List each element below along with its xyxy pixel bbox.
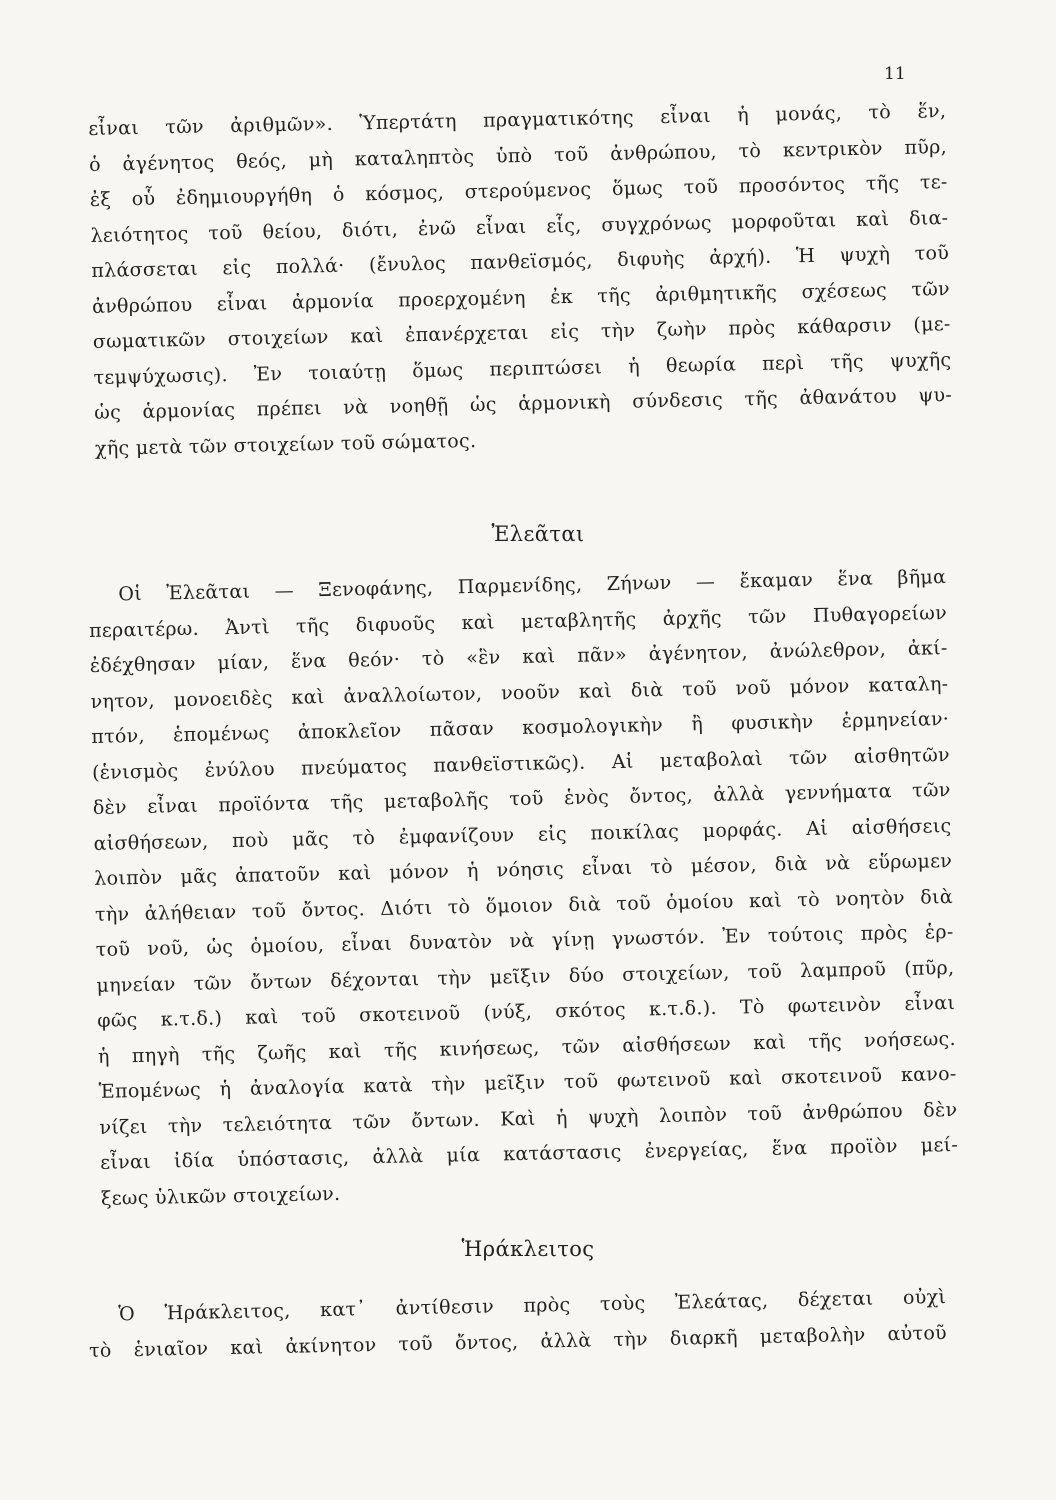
text-line: ξεως ὑλικῶν στοιχείων. (100, 1182, 341, 1210)
text-line: ἐξ οὗ ἐδημιουργήθη ὁ κόσμος, στερούμενος ὅμως τοῦ προσόντος τῆς τε- (89, 171, 948, 211)
paragraph-pythagoreans-continued (88, 94, 953, 467)
text-line: τὴν ἀλήθειαν τοῦ ὄντος. Διότι τὸ ὅμοιον διὰ τοῦ ὁμοίου καὶ τὸ νοητὸν διὰ (94, 885, 954, 926)
text-line: πτόν, ἑπομένως ἀποκλεῖον πᾶσαν κοσμολογικὴν ἢ φυσικὴν ἑρμηνείαν· (91, 707, 950, 748)
text-line: δὲν εἶναι προϊόντα τῆς μεταβολῆς τοῦ ἑνὸς ὄντος, ἀλλὰ γεννήματα τῶν (92, 778, 951, 819)
text-line: τεμψύχωσις). Ἐν τοιαύτῃ ὅμως περιπτώσει ἡ θεωρία περὶ τῆς ψυχῆς (93, 348, 952, 389)
text-line: φῶς κ.τ.δ.) καὶ τοῦ σκοτεινοῦ (νύξ, σκότος κ.τ.δ.). Τὸ φωτεινὸν εἶναι (97, 991, 956, 1032)
text-line: ὁ ἀγένητος θεός, μὴ καταληπτὸς ὑπὸ τοῦ ἀνθρώπου, τὸ κεντρικὸν πῦρ, (88, 135, 948, 176)
text-line: ἀνθρώπου εἶναι ἁρμονία προερχομένη ἐκ τῆς ἀριθμητικῆς σχέσεως τῶν (91, 277, 951, 318)
text-line: νητον, μονοειδὲς καὶ ἀναλλοίωτον, νοοῦν καὶ διὰ τοῦ νοῦ μόνον καταλη- (90, 672, 949, 713)
text-line: σωματικῶν στοιχείων καὶ ἐπανέρχεται εἰς τὴν ζωὴν πρὸς κάθαρσιν (με- (92, 312, 951, 353)
text-line: (ἑνισμὸς ἐνύλου πνεύματος πανθεϊστικῶς). Αἱ μεταβολαὶ τῶν αἰσθητῶν (91, 743, 951, 784)
text-line: μηνείαν τῶν ὄντων δέχονται τὴν μεῖξιν δύο στοιχείων, τοῦ λαμπροῦ (πῦρ, (96, 956, 955, 997)
text-line: αἰσθήσεων, ποὺ μᾶς τὸ ἐμφανίζουν εἰς ποικίλας μορφάς. Αἱ αἰσθήσεις (93, 814, 952, 855)
section-heading-eleatics: Ἐλεᾶται (491, 522, 585, 546)
text-line: ἡ πηγὴ τῆς ζωῆς καὶ τῆς κινήσεως, τῶν αἰσθήσεων καὶ τῆς νοήσεως. (97, 1027, 957, 1068)
text-line: περαιτέρω. Ἀντὶ τῆς διφυοῦς καὶ μεταβλητῆς ἀρχῆς τῶν Πυθαγορείων (88, 601, 948, 642)
text-line: νίζει τὴν τελειότητα τῶν ὄντων. Καὶ ἡ ψυχὴ λοιπὸν τοῦ ἀνθρώπου δὲν (99, 1098, 958, 1139)
text-line: ἐδέχθησαν μίαν, ἕνα θεόν· τὸ «ἓν καὶ πᾶν» ἀγένητον, ἀνώλεθρον, ἀκί- (89, 637, 948, 677)
page-number: 11 (884, 64, 906, 84)
text-line: ὡς ἁρμονίας πρέπει νὰ νοηθῇ ὡς ἁρμονικὴ σύνδεσις τῆς ἀθανάτου ψυ- (94, 383, 953, 424)
text-line: Ἑπομένως ἡ ἀναλογία κατὰ τὴν μεῖξιν τοῦ φωτεινοῦ καὶ σκοτεινοῦ κανο- (98, 1062, 957, 1103)
text-line: λοιπὸν μᾶς ἀπατοῦν καὶ μόνον ἡ νόησις εἶναι τὸ μέσον, διὰ νὰ εὕρωμεν (94, 849, 953, 890)
text-line: εἶναι ἰδία ὑπόστασις, ἀλλὰ μία κατάστασις ἐνεργείας, ἕνα προϊὸν μεί- (100, 1133, 959, 1174)
text-line: Ὁ Ἡράκλειτος, κατ᾿ ἀντίθεσιν πρὸς τοὺς Ἐλεάτας, δέχεται οὐχὶ (118, 1286, 947, 1326)
paragraph-heraclitus (88, 1280, 947, 1369)
section-heading-heraclitus: Ἡράκλειτος (461, 1237, 595, 1261)
text-line: λειότητος τοῦ θείου, διότι, ἐνῶ εἶναι εἷς, συγχρόνως μορφοῦται καὶ δια- (90, 206, 949, 247)
text-line: Οἱ Ἐλεᾶται — Ξενοφάνης, Παρμενίδης, Ζήνων — ἔκαμαν ἕνα βῆμα (118, 566, 947, 606)
text-line: εἶναι τῶν ἀριθμῶν». Ὑπερτάτη πραγματικότης εἶναι ἡ μονάς, τὸ ἕν, (88, 100, 947, 140)
paragraph-eleatics (88, 560, 959, 1217)
text-line: χῆς μετὰ τῶν στοιχείων τοῦ σώματος. (94, 429, 477, 460)
text-line: πλάσσεται εἰς πολλά· (ἔνυλος πανθεϊσμός, διφυὴς ἀρχή). Ἡ ψυχὴ τοῦ (91, 241, 950, 282)
text-line: τοῦ νοῦ, ὡς ὁμοίου, εἶναι δυνατὸν νὰ γίνῃ γνωστόν. Ἐν τούτοις πρὸς ἑρ- (95, 920, 954, 961)
text-line: τὸ ἑνιαῖον καὶ ἀκίνητον τοῦ ὄντος, ἀλλὰ τὴν διαρκῆ μεταβολὴν αὐτοῦ (88, 1321, 948, 1362)
